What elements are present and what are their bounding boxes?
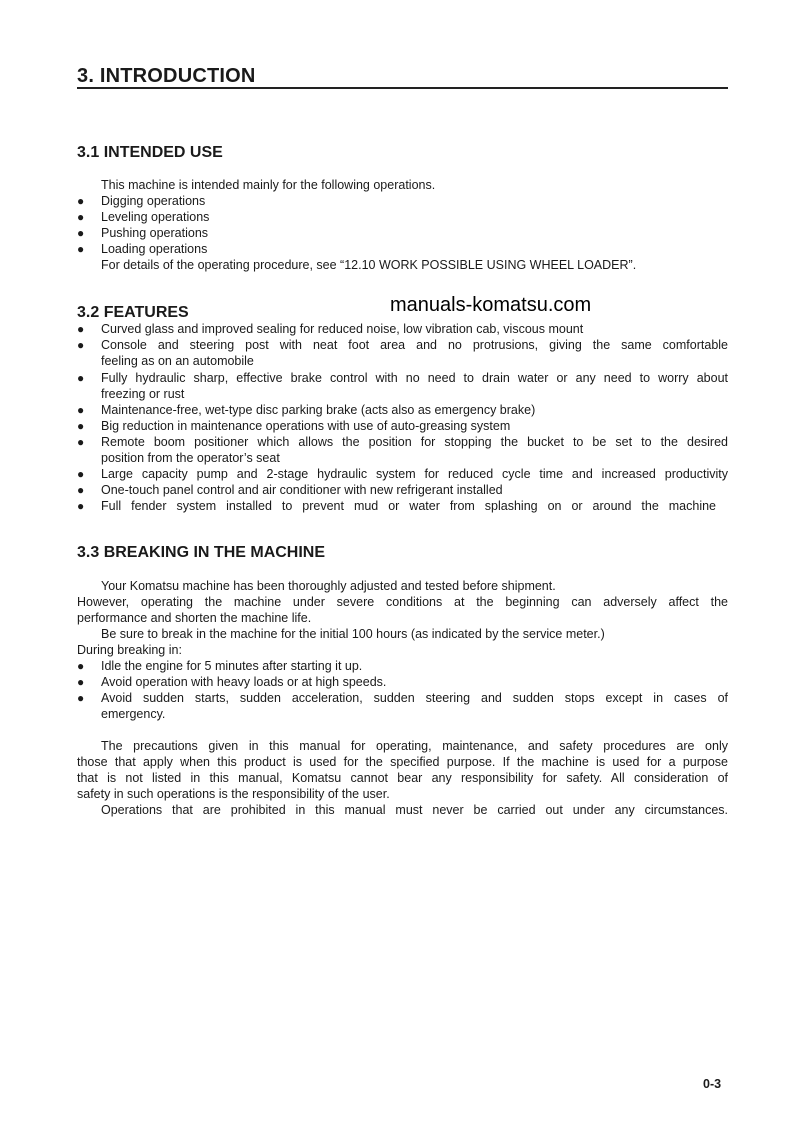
bullet-icon: ●	[77, 403, 85, 417]
intended-use-details: For details of the operating procedure, see “12.10 WORK POSSIBLE USING WHEEL LOADER”.	[101, 258, 637, 272]
bullet-icon: ●	[77, 322, 85, 336]
list-item-text-continued: emergency.	[101, 707, 166, 721]
breaking-in-paragraph: Be sure to break in the machine for the initial 100 hours (as indicated by the service meter.)	[101, 627, 605, 641]
list-item-text-continued: freezing or rust	[101, 387, 185, 401]
precautions-paragraph: those that apply when this product is used for the specified purpose. If the machine is used for a purpose	[77, 755, 728, 769]
precautions-paragraph: safety in such operations is the responsibility of the user.	[77, 787, 390, 801]
precautions-paragraph: that is not listed in this manual, Komatsu cannot bear any responsibility for safety. All consideration of	[77, 771, 728, 785]
list-item-text: Console and steering post with neat foot area and no protrusions, giving the same comfortable	[101, 338, 728, 352]
bullet-icon: ●	[77, 338, 85, 352]
bullet-icon: ●	[77, 499, 85, 513]
bullet-icon: ●	[77, 419, 85, 433]
bullet-icon: ●	[77, 371, 85, 385]
list-item-text: Avoid sudden starts, sudden acceleration, sudden steering and sudden stops except in cases of	[101, 691, 728, 705]
bullet-icon: ●	[77, 435, 85, 449]
list-item-text: Maintenance-free, wet-type disc parking brake (acts also as emergency brake)	[101, 403, 536, 417]
bullet-icon: ●	[77, 242, 85, 256]
prohibited-paragraph: Operations that are prohibited in this manual must never be carried out under any circumstances.	[101, 803, 728, 817]
list-item-text: Fully hydraulic sharp, effective brake control with no need to drain water or any need to worry about	[101, 371, 728, 385]
list-item-text: Big reduction in maintenance operations with use of auto-greasing system	[101, 419, 511, 433]
section-heading-features: 3.2 FEATURES	[77, 304, 189, 321]
bullet-icon: ●	[77, 659, 85, 673]
list-item-text: Remote boom positioner which allows the position for stopping the bucket to be set to the desired	[101, 435, 728, 449]
bullet-icon: ●	[77, 483, 85, 497]
watermark-text: manuals-komatsu.com	[390, 294, 592, 316]
list-item-text: Avoid operation with heavy loads or at high speeds.	[101, 675, 387, 689]
bullet-icon: ●	[77, 691, 85, 705]
bullet-icon: ●	[77, 675, 85, 689]
breaking-in-lead: During breaking in:	[77, 643, 182, 657]
section-heading-intended-use: 3.1 INTENDED USE	[77, 144, 223, 161]
section-heading-breaking-in: 3.3 BREAKING IN THE MACHINE	[77, 544, 326, 561]
list-item-text: Full fender system installed to prevent mud or water from splashing on or around the machine	[101, 499, 716, 513]
chapter-title-rule	[77, 87, 728, 89]
breaking-in-paragraph: performance and shorten the machine life.	[77, 611, 312, 625]
list-item-text-continued: feeling as on an automobile	[101, 354, 254, 368]
bullet-icon: ●	[77, 467, 85, 481]
breaking-in-paragraph: However, operating the machine under severe conditions at the beginning can adversely affect the	[77, 595, 728, 609]
bullet-icon: ●	[77, 226, 85, 240]
intended-use-intro: This machine is intended mainly for the following operations.	[101, 178, 436, 192]
list-item-text: Loading operations	[101, 242, 208, 256]
list-item-text: Idle the engine for 5 minutes after starting it up.	[101, 659, 363, 673]
list-item-text: Curved glass and improved sealing for reduced noise, low vibration cab, viscous mount	[101, 322, 584, 336]
precautions-paragraph: The precautions given in this manual for operating, maintenance, and safety procedures are only	[101, 739, 728, 753]
chapter-title: 3. INTRODUCTION	[77, 65, 256, 87]
bullet-icon: ●	[77, 210, 85, 224]
list-item-text-continued: position from the operator’s seat	[101, 451, 280, 465]
list-item-text: Digging operations	[101, 194, 206, 208]
breaking-in-paragraph: Your Komatsu machine has been thoroughly adjusted and tested before shipment.	[101, 579, 556, 593]
list-item-text: Leveling operations	[101, 210, 210, 224]
page-number: 0-3	[703, 1077, 722, 1091]
bullet-icon: ●	[77, 194, 85, 208]
list-item-text: One-touch panel control and air conditioner with new refrigerant installed	[101, 483, 503, 497]
list-item-text: Pushing operations	[101, 226, 209, 240]
list-item-text: Large capacity pump and 2-stage hydraulic system for reduced cycle time and increased productivity	[101, 467, 728, 481]
